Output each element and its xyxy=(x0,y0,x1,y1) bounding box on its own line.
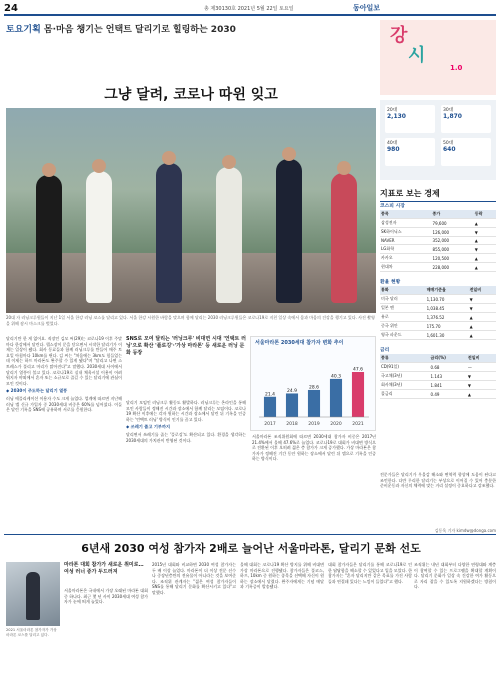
chart-data-label: 40.3 xyxy=(330,374,342,380)
bottom-subheadline: 마라톤 대회 참가가 새로운 취미로… 여성 러너 증가 두드러져 xyxy=(64,562,144,575)
logo-line-2: 시 xyxy=(408,45,426,66)
table-row: CD(91일) 0.68 — xyxy=(380,363,496,372)
section-tag-prefix: 토요기획 xyxy=(6,25,41,35)
stat-card: 20대 2,130 xyxy=(385,105,435,133)
bottom-photo xyxy=(6,562,60,626)
runner-figure xyxy=(86,171,112,303)
logo-line-3: 1.0 xyxy=(450,64,463,72)
table-row: 현대차 228,000 ▲ xyxy=(380,263,496,272)
table-row: NAVER 352,000 ▲ xyxy=(380,237,496,245)
stat-box xyxy=(380,100,496,180)
bottom-column-2: 2015년 대회와 비교하면 2030 여성 참가자는 두 배 이상 늘었다. 마라톤이 더 이상 전문 선수나 중장년층만의 전유물이 아니라는 것을 보여준다. 조직위 관계자는 "젊은 여성 참가자들이 SNS를 통해 달리기 문화를 확산시키고 있다"고 말했다. xyxy=(152,562,236,595)
right-rail xyxy=(380,20,496,470)
fx-table: 통화 매매기준율 전일비 미국 달러 1,130.70 ▼ 일본 엔 1,038.45 ▼ 유로 1,376.52 ▲ 중국 위안 175.70 ▲ 영국 파운드 1,601.30 ▲ xyxy=(380,286,496,340)
fx-subtitle: 환율 현황 xyxy=(380,280,401,285)
table-row: 삼성전자 79,600 ▲ xyxy=(380,219,496,228)
article-column-1: 달리기만 한 게 없어요. 직장인 김모 씨(29)는 코로나19 이후 주말마다 한강에서 달린다. 헬스장이 문을 닫으면서 시작한 달리기가 이제는 일상이 됐다. 회사 동료들과 함께 러닝크루를 만들어 매주 토요일 아침마다 10km를 뛴다. 김 씨는 "처음에는 3km도 힘들었는데 이제는 하프 마라톤도 완주할 수 있게 됐다"며 "달리고 나면 스트레스가 풀리고 머리가 맑아진다"고 말했다. 2030세대 사이에서 달리기 열풍이 불고 있다. 코로나19로 실내 체육시설 이용이 어려워지자 야외에서 혼자 또는 소규모로 즐길 수 있는 달리기에 관심이 모인 것이다. ◆ 2030이 주도하는 달리기 열풍 러닝 애플리케이션 이용자 수도 크게 늘었다. 업계에 따르면 지난해 러닝 앱 신규 가입자 중 2030세대 비중은 60%를 넘어섰다. 이들은 달린 기록을 SNS에 공유하며 서로를 응원한다. xyxy=(6,336,122,413)
table-row: 카카오 120,500 ▲ xyxy=(380,254,496,263)
column-subheading: ◆ 쓰레기 줍고 기부까지 xyxy=(126,424,171,430)
table-row: 회사채(3년) 1.841 ▼ xyxy=(380,381,496,390)
logo-line-1: 강 xyxy=(390,25,408,46)
chart-data-label: 28.6 xyxy=(308,385,320,391)
table-row: LG화학 855,000 ▼ xyxy=(380,245,496,254)
bottom-column-4: 대회 참가자들은 달리기를 통해 코로나19로 인한 답답함을 해소할 수 있었다고 입을 모았다. 한 참가자는 "혼자 달리지만 같은 목표를 가진 사람들과 연결돼 있다는 느낌이 들었다"고 했다. xyxy=(328,562,412,584)
chart-data-label: 24.9 xyxy=(286,388,298,394)
bottom-column-5: 조직위는 내년 대회부터 다양한 연령대와 계층이 참여할 수 있는 프로그램을 확대할 계획이다. 달리기 문화가 일상 속 건강한 여가 활동으로 자리 잡을 수 있도록 지원하겠다는 방침이다. xyxy=(414,562,496,590)
section-tag xyxy=(6,22,236,35)
page-header xyxy=(4,2,496,16)
chart-bar xyxy=(308,390,320,417)
table-row: 미국 달러 1,130.70 ▼ xyxy=(380,295,496,304)
table-row: 영국 파운드 1,601.30 ▲ xyxy=(380,331,496,340)
main-photo xyxy=(6,108,376,313)
chart-bar xyxy=(264,397,276,417)
table-row: 중국 위안 175.70 ▲ xyxy=(380,322,496,331)
bottom-headline: 6년새 2030 여성 참가자 2배로 늘어난 서울마라톤, 달리기 문화 선도 xyxy=(81,542,421,555)
stat-card: 40대 980 xyxy=(385,138,435,166)
article-column-2: 달리기 모임인 러닝크루 활동도 활발하다. 러닝크루는 온라인을 통해 모인 사람들이 정해진 시간과 장소에서 함께 달리는 모임이다. 코로나19 확산 이후에는 각자 원하는 시간과 장소에서 달린 뒤 기록을 인증하는 '언택트 러닝' 방식이 인기를 끌고 있다. ◆ 쓰레기 줍고 기부까지 달리면서 쓰레기를 줍는 '플로깅'도 확산되고 있다. 환경을 생각하는 2030세대의 가치관이 반영된 것이다. xyxy=(126,400,246,443)
table-row: 콜금리 0.49 ▲ xyxy=(380,390,496,399)
table-row: 일본 엔 1,038.45 ▼ xyxy=(380,304,496,313)
chart-tick-label: 2017 xyxy=(264,422,276,427)
economy-title: 지표로 보는 경제 xyxy=(380,188,496,202)
newspaper-brand: 동아일보 xyxy=(352,3,380,12)
rate-table: 종류 금리(%) 전일비 CD(91일) 0.68 — 국고채(3년) 1.143 ▼ 회사채(3년) 1.841 ▼ 콜금리 0.49 ▲ xyxy=(380,354,496,399)
series-logo xyxy=(380,20,496,95)
table-row: SK하이닉스 126,000 ▼ xyxy=(380,228,496,237)
chart-box xyxy=(250,336,376,431)
bottom-column-1: 서울마라톤은 국내에서 가장 오래된 마라톤 대회 중 하나다. 최근 몇 년 사이 2030세대 여성 참가자가 눈에 띄게 늘었다. xyxy=(64,588,148,605)
page-number: 24 xyxy=(4,2,18,14)
chart-data-label: 21.4 xyxy=(264,392,276,398)
runner-figure xyxy=(156,163,182,303)
article-column-3: 서울마라톤 조직위원회에 따르면 2030세대 참가자 비중은 2017년 21.4%에서 올해 47.6%로 늘었다. 코로나19로 대회가 비대면 방식으로 전환된 이후 오히려 젊은 층 참가가 크게 증가했다. 가상 마라톤은 참가자가 정해진 기간 동안 원하는 장소에서 달린 뒤 앱으로 기록을 인증하는 방식이다. xyxy=(252,434,376,462)
chart-tick-label: 2021 xyxy=(352,422,364,427)
chart-bar xyxy=(352,372,364,417)
section-tag-text: 몸·마음 챙기는 언택트 달리기로 힐링하는 2030 xyxy=(43,25,236,35)
chart-bar xyxy=(330,379,342,417)
kospi-subtitle: 코스피 시장 xyxy=(380,204,405,209)
runner-figure xyxy=(216,167,242,303)
article-column-4: 전문가들은 달리기가 우울감 해소와 면역력 향상에 도움이 된다고 조언한다. 다만 무리한 달리기는 부상으로 이어질 수 있어 충분한 준비운동과 자신의 체력에 맞는 거리 설정이 중요하다고 강조했다. xyxy=(380,472,496,489)
chart-bar xyxy=(286,393,298,417)
chart-tick-label: 2020 xyxy=(330,422,342,427)
runner-figure xyxy=(36,175,62,303)
chart-title: 서울마라톤 2030세대 참가자 변화 추이 xyxy=(255,340,344,346)
chart-data-label: 47.6 xyxy=(352,367,364,373)
bottom-photo-caption: 2021 서울마라톤 참가자가 가상 마라톤 코스를 달리고 있다. xyxy=(6,628,57,637)
chart-tick-label: 2018 xyxy=(286,422,298,427)
issue-meta: 총 제30130호 2021년 5월 22일 토요일 xyxy=(204,5,294,12)
photo-caption: 20대 자 러닝크루원들이 지난 1일 서울 한강 러닝 코스를 달리고 있다. 서울 한강 시원한 바람을 맞으며 함께 달리는 2030 러닝크루원들은 코로나19로 지친 일상 속에서 몸과 마음의 건강을 챙기고 있다. 사진 촬영을 위해 잠시 마스크를 벗었다. xyxy=(6,315,375,326)
main-headline: 그냥 달려, 코로나 따윈 잊고 xyxy=(104,87,278,103)
runner-figure xyxy=(276,159,302,303)
section-divider xyxy=(4,534,496,535)
stat-card: 50대 640 xyxy=(441,138,491,166)
byline: 김동욱 기자 kimdw@donga.com xyxy=(434,528,496,533)
table-row: 유로 1,376.52 ▲ xyxy=(380,313,496,322)
chart-tick-label: 2019 xyxy=(308,422,320,427)
rate-subtitle: 금리 xyxy=(380,348,390,353)
bar-chart xyxy=(255,355,373,427)
kospi-table: 종목 종가 등락 삼성전자 79,600 ▲ SK하이닉스 126,000 ▼ NAVER 352,000 ▲ LG화학 855,000 ▼ 카카오 120,500 ▲ 현대차 228,000 ▲ xyxy=(380,210,496,272)
column-subheading: ◆ 2030이 주도하는 달리기 열풍 xyxy=(6,388,68,394)
sns-pullquote: SNS로 모여 달리는 '러닝크루' 비대면 시대 '언택트 러닝'으로 확산 '플로깅'·'가상 마라톤' 등 새로운 러닝 문화 등장 xyxy=(126,336,246,356)
bottom-column-3: 올해 대회는 코로나19 확산 방지를 위해 비대면 가상 마라톤으로 진행됐다. 참가자들은 풀코스, 하프, 10km 중 원하는 종목을 선택해 자신이 원하는 장소에서 달렸다. 완주자에게는 기념 메달과 기록증이 발송됐다. xyxy=(240,562,324,590)
runner-figure xyxy=(331,173,357,303)
table-row: 국고채(3년) 1.143 ▼ xyxy=(380,372,496,381)
stat-card: 30대 1,870 xyxy=(441,105,491,133)
